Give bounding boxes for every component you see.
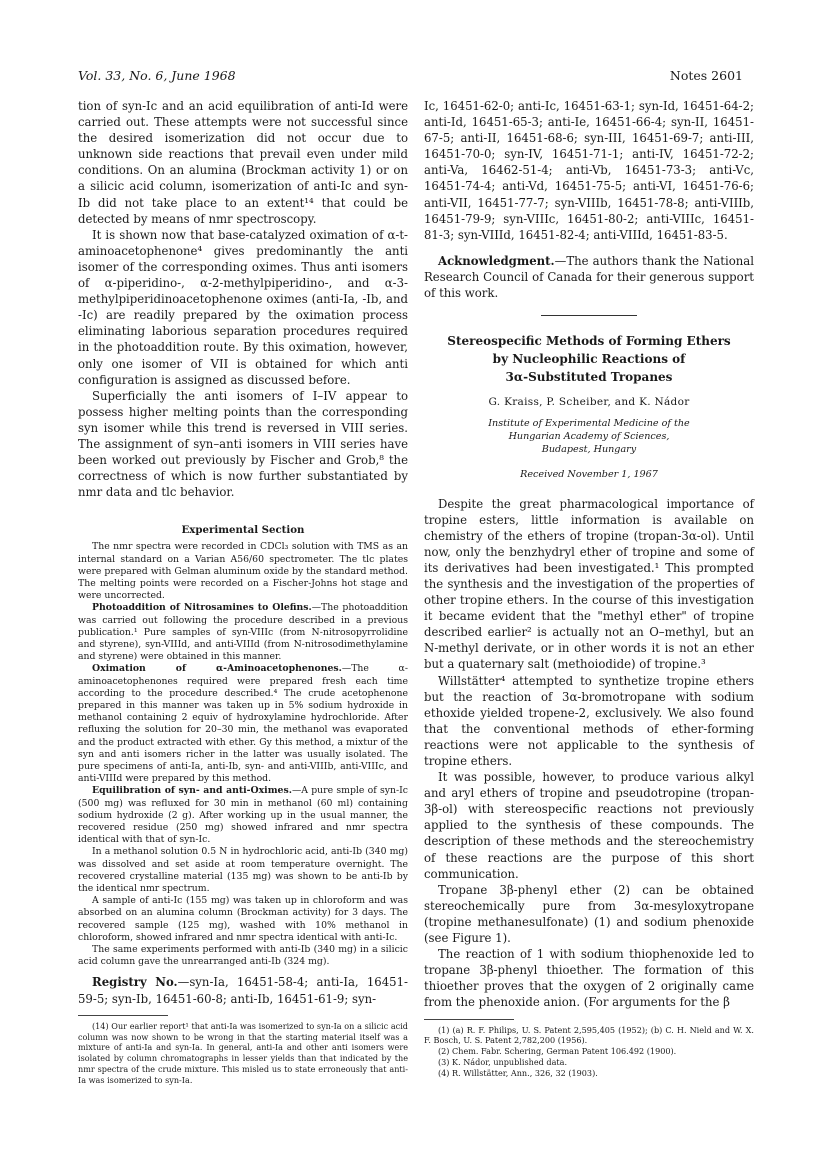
experimental-paragraph	[78, 663, 408, 785]
paragraph: Despite the great pharmacological importance of tropine esters, little information is available on chemistry of the ethers of tropine (tropan-3α-ol). Until now, only the benzhydryl ether of tropine and some of its derivatives had been investigated.¹ This prompted the synthesis and the investigation of the properties of other tropine ethers. In the course of this investigation it became evident that the "methyl ether" of tropine described earlier² is actually not an O–methyl, but an N-methyl derivate, or in other words it is not an ether but a quaternary salt (methoiodide) of tropine.³	[424, 496, 754, 672]
experimental-paragraph: The same experiments performed with anti-Ib (340 mg) in a silicic acid column gave the unrearranged anti-Ib (324 mg).	[78, 944, 408, 968]
run-in-heading: Equilibration of syn- and anti-Oximes.	[92, 785, 292, 797]
paragraph-text: —The photoaddition was carried out following the procedure described in a previous publication.¹ Pure samples of syn-VIIIc (from N-nitrosopyrrolidine and styrene), syn-VIIId, and anti-VIIId (from N-nitrosodimethylamine and styrene) were obtained in this manner.	[78, 602, 408, 663]
running-header-volume: Vol. 33, No. 6, June 1968	[78, 68, 236, 83]
experimental-paragraph	[78, 785, 408, 846]
footnote: (1) (a) R. F. Philips, U. S. Patent 2,595,405 (1952); (b) C. H. Nield and W. X. F. Bosch, U. S. Patent 2,782,200 (1956).	[424, 1024, 754, 1046]
paragraph-text: —The authors thank the National Research Council of Canada for their generous support of this work.	[424, 253, 754, 301]
footnote-divider	[78, 1015, 168, 1016]
run-in-heading: Registry No.	[92, 975, 178, 990]
run-in-heading: Oximation of α-Aminoacetophenones.	[92, 663, 342, 675]
footnote: (14) Our earlier report¹ that anti-Ia was isomerized to syn-Ia on a silicic acid column was now shown to be wrong in that the starting material itself was a mixture of anti-Ia and syn-Ia. In general, anti-Ia and other anti isomers were isolated by column chromatographs in lesser yields than that indicated by the nmr spectra of the crude mixture. This misled us to state erroneously that anti-Ia was isomerized to syn-Ia.	[78, 1020, 408, 1086]
run-in-heading: Acknowledgment.	[438, 253, 555, 268]
run-in-heading: Photoaddition of Nitrosamines to Olefins.	[92, 602, 312, 614]
paragraph: It was possible, however, to produce various alkyl and aryl ethers of tropine and pseudotropine (tropan-3β-ol) with stereospecific reactions not previously applied to the synthesis of these compounds. The description of these methods and the stereochemistry of these reactions are the purpose of this short communication.	[424, 770, 754, 881]
paragraph: It is shown now that base-catalyzed oximation of α-t-aminoacetophenone⁴ gives predominantly the anti isomer of the corresponding oximes. Thus anti isomers of α-piperidino-, α-2-methylpiperidino-, and α-3-methylpiperidinoacetophenone oximes (anti-Ia, -Ib, and -Ic) are readily prepared by the oximation process eliminating laborious separation procedures required in the photoaddition route. By this oximation, however, only one isomer of VII is obtained for which anti configuration is assigned as discussed before.	[78, 227, 408, 387]
article-title: Stereospecific Methods of Forming Ethers	[447, 334, 731, 349]
article-title: by Nucleophilic Reactions of	[492, 352, 686, 367]
paragraph-text: —syn-Ia, 16451-58-4; anti-Ia, 16451-59-5; syn-Ib, 16451-60-8; anti-Ib, 16451-61-9; syn-	[78, 975, 409, 1006]
registry-numbers-continued: Ic, 16451-62-0; anti-Ic, 16451-63-1; syn-Id, 16451-64-2; anti-Id, 16451-65-3; anti-Ie, 16451-66-4; syn-II, 16451-67-5; anti-II, 16451-68-6; syn-III, 16451-69-7; anti-III, 16451-70-0; syn-IV, 16451-71-1; anti-IV, 16451-72-2; anti-Va, 16462-51-4; anti-Vb, 16451-73-3; anti-Vc, 16451-74-4; anti-Vd, 16451-75-5; anti-VI, 16451-76-6; anti-VII, 16451-77-7; syn-VIIIb, 16451-78-8; anti-VIIIb, 16451-79-9; syn-VIIIc, 16451-80-2; anti-VIIIc, 16451-81-3; syn-VIIId, 16451-82-4; anti-VIIId, 16451-83-5.	[424, 99, 754, 242]
footnote: (3) K. Nádor, unpublished data.	[438, 1057, 568, 1068]
experimental-paragraph: In a methanol solution 0.5 N in hydrochloric acid, anti-Ib (340 mg) was dissolved and set aside at room temperature overnight. The recovered crystalline material (135 mg) was shown to be anti-Ib by the identical nmr spectrum.	[78, 846, 408, 895]
paragraph: Willstätter⁴ attempted to synthetize tropine ethers but the reaction of 3α-bromotropane with sodium ethoxide yielded tropene-2, exclusively. We also found that the conventional methods of ether-forming reactions were not applicable to the synthesis of tropine ethers.	[424, 673, 754, 769]
section-heading: Experimental Section	[181, 524, 305, 537]
experimental-paragraph	[78, 602, 408, 663]
paragraph-text: —A pure smple of syn-Ic (500 mg) was refluxed for 30 min in methanol (60 ml) containing sodium hydroxide (2 g). After working up in the usual manner, the recovered residue (250 mg) showed infrared and nmr spectra identical with that of syn-Ic.	[78, 785, 408, 846]
affiliation-line: Institute of Experimental Medicine of the	[488, 418, 690, 430]
left-column	[78, 98, 408, 1086]
registry-numbers	[78, 974, 408, 1006]
right-column	[424, 98, 754, 1079]
article-title: 3α-Substituted Tropanes	[505, 370, 673, 385]
affiliation-line: Budapest, Hungary	[541, 443, 637, 455]
paragraph-text: —The α-aminoacetophenones required were prepared fresh each time according to the procedure described.⁴ The crude acetophenone prepared in this manner was taken up in 5% sodium hydroxide in methanol containing 2 equiv of hydroxylamine hydrochloride. After refluxing the solution for 20–30 min, the methanol was evaporated and the product extracted with ether. Gy this method, a mixtur of the syn and anti isomers richer in the latter was usually isolated. The pure specimens of anti-Ia, anti-Ib, syn- and anti-VIIIb, anti-VIIIc, and anti-VIIId were prepared by this method.	[78, 663, 408, 785]
acknowledgment	[424, 253, 754, 301]
footnote: (4) R. Willstätter, Ann., 326, 32 (1903).	[438, 1068, 598, 1079]
author-affiliation	[424, 418, 754, 456]
experimental-paragraph: The nmr spectra were recorded in CDCl₃ solution with TMS as an internal standard on a Varian A56/60 spectrometer. The tlc plates were prepared with Gelman aluminum oxide by the standard method. The melting points were recorded on a Fischer-Johns hot stage and were uncorrected.	[78, 541, 408, 602]
paragraph: tion of syn-Ic and an acid equilibration of anti-Id were carried out. These attempts were not successful since the desired isomerization did not occur due to unknown side reactions that prevail even under mild conditions. On an alumina (Brockman activity 1) or on a silicic acid column, isomerization of anti-Ic and syn-Ib did not take place to an extent¹⁴ that could be detected by means of nmr spectroscopy.	[78, 99, 408, 226]
paragraph: The reaction of 1 with sodium thiophenoxide led to tropane 3β-phenyl thioether. The formation of this thioether proves that the oxygen of 2 originally came from the phenoxide anion. (For arguments for the β	[424, 947, 754, 1010]
article-authors: G. Kraiss, P. Scheiber, and K. Nádor	[488, 396, 690, 409]
paragraph: Superficially the anti isomers of I–IV appear to possess higher melting points than the corresponding syn isomer while this trend is reversed in VIII series. The assignment of syn–anti isomers in VIII series have been worked out previously by Fischer and Grob,⁸ the correctness of which is now further substantiated by nmr data and tlc behavior.	[78, 388, 408, 500]
paragraph: Tropane 3β-phenyl ether (2) can be obtained stereochemically pure from 3α-mesyloxytropane (tropine methanesulfonate) (1) and sodium phenoxide (see Figure 1).	[424, 882, 754, 946]
article-divider	[541, 315, 637, 316]
affiliation-line: Hungarian Academy of Sciences,	[508, 430, 670, 442]
footnote: (2) Chem. Fabr. Schering, German Patent 106.492 (1900).	[438, 1046, 677, 1057]
experimental-paragraph: A sample of anti-Ic (155 mg) was taken up in chloroform and was absorbed on an alumina column (Brockman activity) for 3 days. The recovered sample (125 mg), washed with 10% methanol in chloroform, showed infrared and nmr spectra identical with anti-Ic.	[78, 895, 408, 943]
footnote-divider	[424, 1019, 514, 1020]
received-date: Received November 1, 1967	[520, 468, 658, 480]
running-header-page: Notes 2601	[669, 68, 743, 83]
